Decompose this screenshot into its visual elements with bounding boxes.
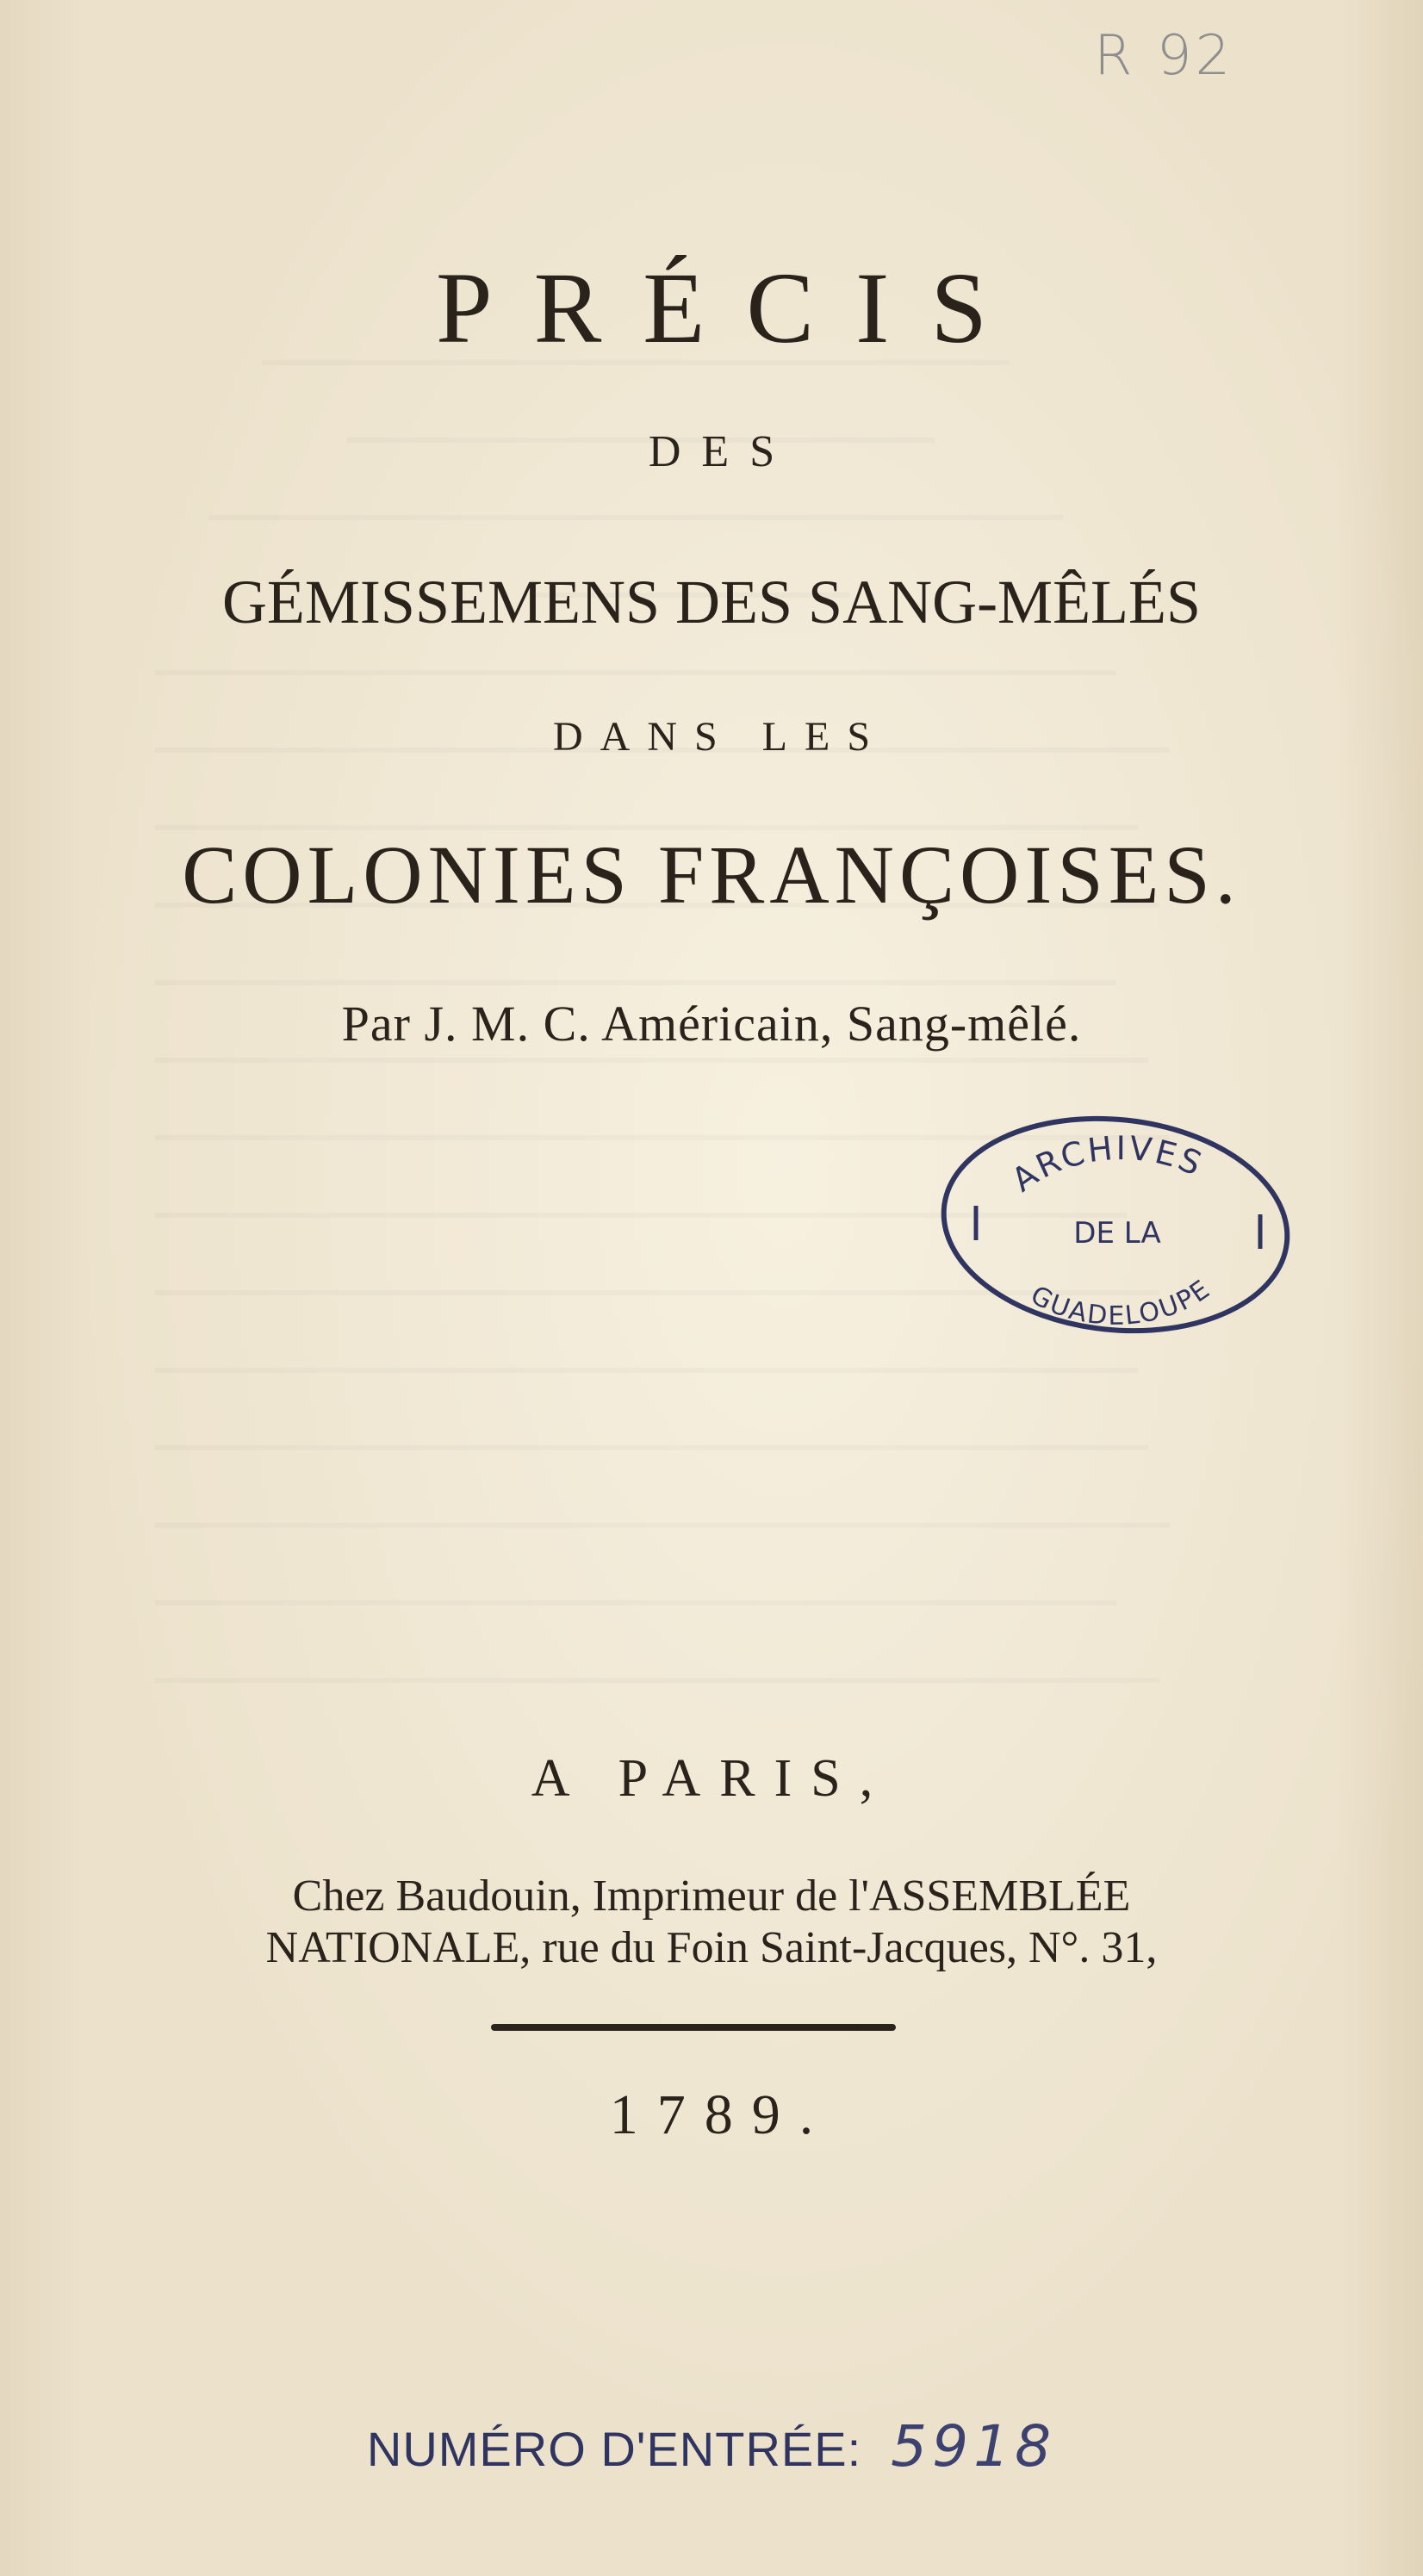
imprint-rule <box>491 2024 896 2031</box>
title-precis: PRÉCIS <box>435 251 1029 364</box>
stamp-bottom-text: GUADELOUPE <box>1025 1273 1217 1331</box>
entry-label: NUMÉRO D'ENTRÉE: <box>366 2422 862 2476</box>
title-colonies: COLONIES FRANÇOISES. <box>182 829 1241 921</box>
entry-stamp <box>0 2413 1423 2480</box>
imprint-year: 1789. <box>609 2083 833 2146</box>
imprint-city: A PARIS, <box>531 1749 892 1808</box>
svg-text:ARCHIVES <box>1005 1129 1209 1200</box>
title-gemissemens: GÉMISSEMENS DES SANG-MÊLÉS <box>221 568 1202 636</box>
imprint-printer-line2: NATIONALE, rue du Foin Saint-Jacques, N°. 31, <box>265 1923 1158 1972</box>
stamp-middle-text: DE LA <box>1073 1216 1161 1251</box>
title-des: DES <box>648 427 796 476</box>
stamp-top-text: ARCHIVES <box>1004 1128 1209 1200</box>
title-dans-les: DANS LES <box>552 714 888 760</box>
author-line: Par J. M. C. Américain, Sang-mêlé. <box>341 996 1082 1052</box>
entry-number: 5918 <box>891 2413 1057 2480</box>
shelfmark-handwritten: R 92 <box>1094 24 1234 88</box>
imprint-printer-line1: Chez Baudouin, Imprimeur de l'ASSEMBLÉE <box>292 1871 1131 1921</box>
archives-stamp <box>935 1107 1296 1344</box>
